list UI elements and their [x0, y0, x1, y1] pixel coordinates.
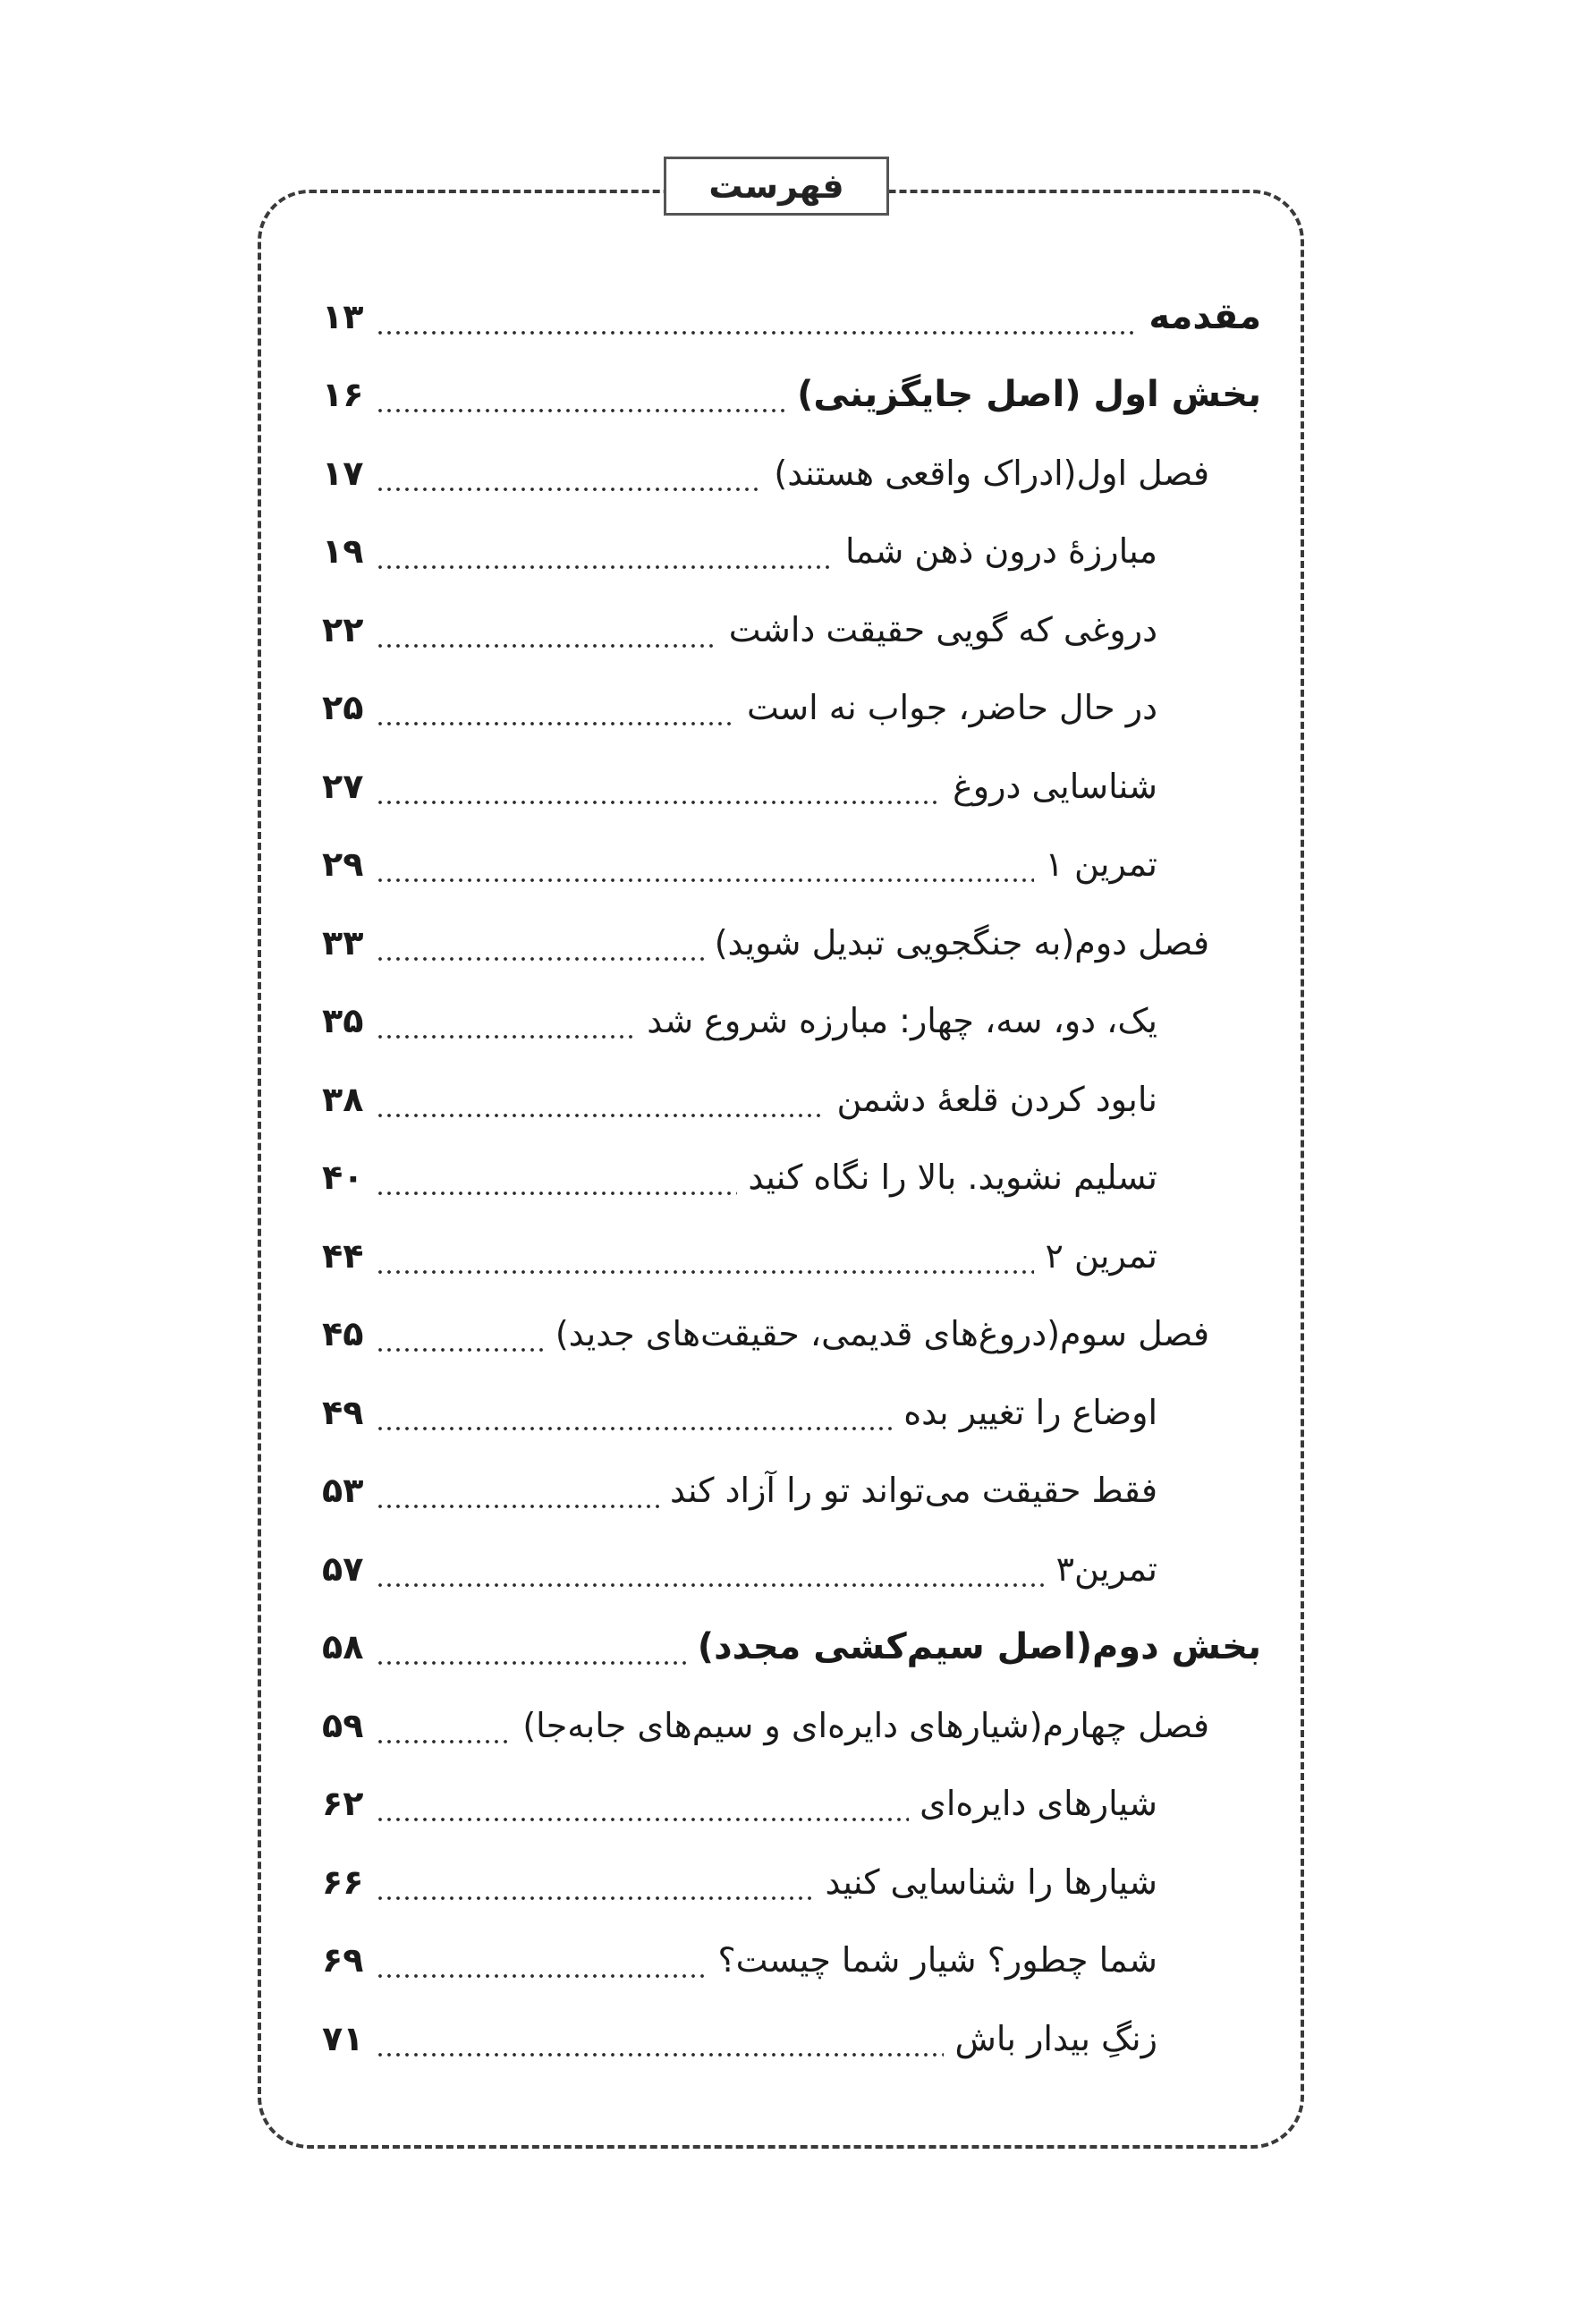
- toc-page-number: ۴۰: [322, 1158, 364, 1198]
- dot-leader: [376, 1503, 659, 1510]
- dot-leader: [376, 642, 718, 649]
- toc-entry-title: فصل اول(ادراک واقعی هستند): [774, 453, 1209, 493]
- toc-entry-title: تمرین ۱: [1045, 844, 1157, 885]
- dot-leader: [376, 1659, 687, 1667]
- toc-entry-title: بخش اول (اصل جایگزینی): [797, 374, 1261, 416]
- toc-entry-title: در حال حاضر، جواب نه است: [746, 688, 1157, 728]
- toc-page-number: ۱۶: [322, 375, 364, 415]
- toc-entry-title: بخش دوم(اصل سیم‌کشی مجدد): [697, 1626, 1261, 1668]
- toc-entry[interactable]: [322, 1686, 1261, 1765]
- toc-page-number: ۳۸: [322, 1079, 364, 1119]
- toc-title-box: [664, 157, 889, 216]
- toc-entry[interactable]: [322, 1060, 1261, 1139]
- toc-entry-title: مقدمه: [1148, 295, 1261, 337]
- toc-page-number: ۶۲: [322, 1784, 364, 1824]
- table-of-contents: [322, 277, 1261, 2078]
- toc-entry[interactable]: [322, 1217, 1261, 1295]
- toc-entry[interactable]: [322, 1999, 1261, 2078]
- dot-leader: [376, 1895, 814, 1902]
- toc-entry[interactable]: [322, 356, 1261, 435]
- toc-entry-title: فصل سوم(دروغ‌های قدیمی، حقیقت‌های جدید): [555, 1314, 1209, 1354]
- dot-leader: [376, 1738, 512, 1745]
- toc-entry-title: شما چطور؟ شیار شما چیست؟: [717, 1940, 1157, 1980]
- toc-page-number: ۵۸: [322, 1627, 364, 1667]
- toc-page-number: ۱۳: [322, 296, 364, 336]
- toc-page-number: ۱۹: [322, 531, 364, 572]
- toc-page-number: ۲۵: [322, 688, 364, 728]
- toc-entry[interactable]: [322, 1608, 1261, 1687]
- toc-entry-title: نابود کردن قلعۀ دشمن: [836, 1079, 1157, 1119]
- toc-page-number: ۲۹: [322, 844, 364, 885]
- toc-entry[interactable]: [322, 1843, 1261, 1921]
- dot-leader: [376, 1972, 708, 1980]
- dot-leader: [376, 1033, 636, 1040]
- toc-entry[interactable]: [322, 1373, 1261, 1452]
- toc-entry[interactable]: [322, 513, 1261, 591]
- toc-entry[interactable]: [322, 1921, 1261, 2000]
- dot-leader: [376, 1190, 737, 1197]
- toc-entry[interactable]: [322, 1295, 1261, 1374]
- toc-entry-title: یک، دو، سه، چهار: مبارزه شروع شد: [647, 1001, 1157, 1041]
- toc-page-number: ۴۴: [322, 1235, 364, 1276]
- toc-page-number: ۴۵: [322, 1314, 364, 1354]
- toc-page-number: ۴۹: [322, 1392, 364, 1432]
- dot-leader: [376, 1582, 1046, 1589]
- dot-leader: [376, 329, 1138, 336]
- toc-entry-title: شیارهای دایره‌ای: [920, 1784, 1157, 1824]
- dot-leader: [376, 486, 763, 493]
- dot-leader: [376, 1816, 909, 1823]
- toc-entry-title: فقط حقیقت می‌تواند تو را آزاد کند: [670, 1471, 1157, 1511]
- toc-entry-title: مبارزۀ درون ذهن شما: [844, 531, 1157, 572]
- toc-entry-title: اوضاع را تغییر بده: [903, 1392, 1157, 1432]
- dot-leader: [376, 2051, 944, 2058]
- toc-page-number: ۵۷: [322, 1548, 364, 1589]
- toc-page-number: ۳۵: [322, 1001, 364, 1041]
- toc-entry-title: شیارها را شناسایی کنید: [825, 1862, 1157, 1902]
- dot-leader: [376, 955, 704, 963]
- toc-entry-title: تسلیم نشوید. بالا را نگاه کنید: [748, 1158, 1157, 1198]
- toc-entry[interactable]: [322, 590, 1261, 669]
- toc-page-number: ۲۷: [322, 766, 364, 806]
- toc-page-number: ۶۹: [322, 1940, 364, 1980]
- toc-entry-title: تمرین۳: [1055, 1548, 1157, 1589]
- toc-entry[interactable]: [322, 277, 1261, 356]
- dot-leader: [376, 407, 786, 414]
- toc-entry-title: فصل دوم(به جنگجویی تبدیل شوید): [714, 922, 1209, 963]
- toc-entry[interactable]: [322, 1139, 1261, 1217]
- toc-page-number: ۳۳: [322, 922, 364, 963]
- dot-leader: [376, 1425, 893, 1432]
- toc-page-number: ۲۲: [322, 609, 364, 649]
- dot-leader: [376, 1112, 826, 1119]
- toc-entry-title: فصل چهارم(شیارهای دایره‌ای و سیم‌های جابه‌جا): [522, 1705, 1209, 1745]
- dot-leader: [376, 564, 835, 571]
- toc-entry[interactable]: [322, 982, 1261, 1061]
- toc-entry-title: دروغی که گویی حقیقت داشت: [728, 609, 1157, 649]
- toc-entry[interactable]: [322, 1530, 1261, 1608]
- toc-entry-title: تمرین ۲: [1045, 1235, 1157, 1276]
- dot-leader: [376, 877, 1034, 884]
- toc-page-number: ۶۶: [322, 1862, 364, 1902]
- toc-entry[interactable]: [322, 826, 1261, 904]
- toc-entry-title: شناسایی دروغ: [953, 766, 1157, 806]
- toc-entry[interactable]: [322, 1765, 1261, 1844]
- dot-leader: [376, 720, 736, 727]
- toc-entry[interactable]: [322, 903, 1261, 982]
- toc-entry-title: زنگِ بیدار باش: [954, 2018, 1157, 2058]
- toc-entry[interactable]: [322, 1452, 1261, 1531]
- toc-page-number: ۷۱: [322, 2018, 364, 2058]
- dot-leader: [376, 799, 942, 806]
- toc-entry[interactable]: [322, 669, 1261, 748]
- toc-entry[interactable]: [322, 747, 1261, 826]
- toc-entry[interactable]: [322, 434, 1261, 513]
- toc-page-number: ۵۳: [322, 1471, 364, 1511]
- toc-page-number: ۱۷: [322, 453, 364, 493]
- dot-leader: [376, 1346, 545, 1353]
- toc-page-number: ۵۹: [322, 1705, 364, 1745]
- toc-title: فهرست: [708, 166, 844, 206]
- dot-leader: [376, 1268, 1034, 1276]
